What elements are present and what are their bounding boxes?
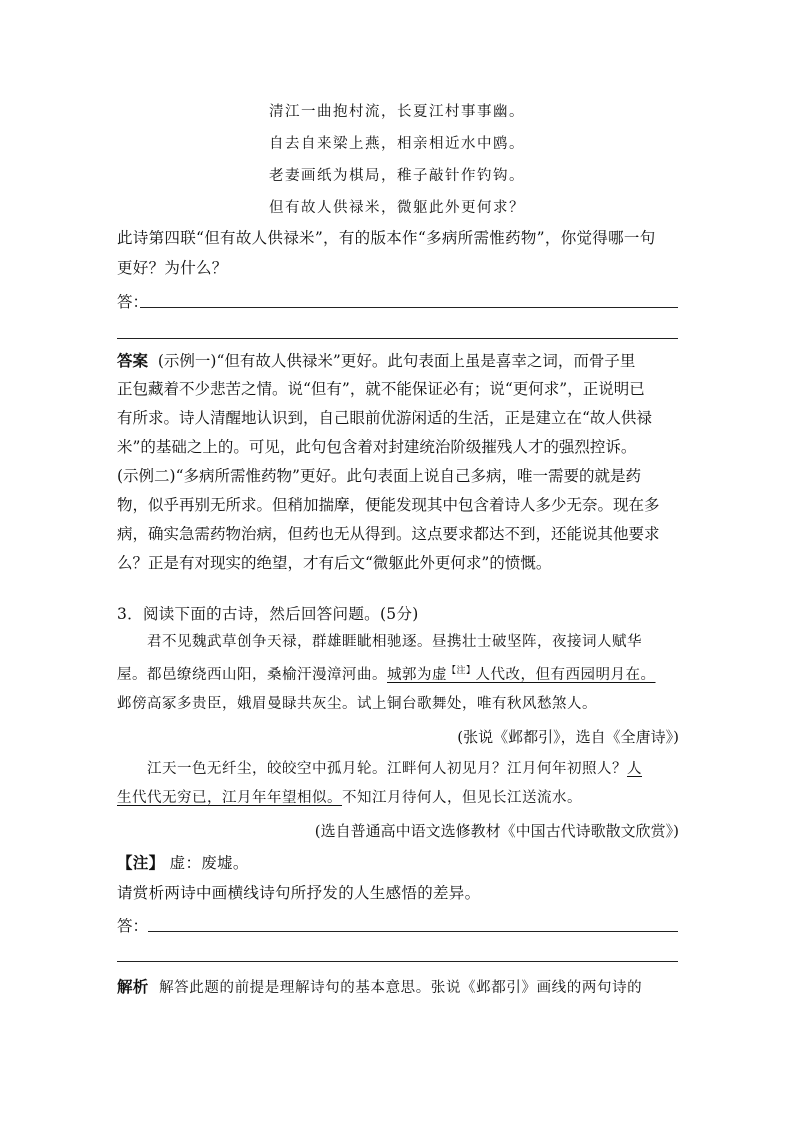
note-label: 【注】 — [117, 853, 165, 872]
poem-line: 江天一色无纤尘，皎皎空中孤月轮。江畔何人初见月？江月何年初照人？人 — [147, 761, 642, 777]
answer-line-text: 物，似乎再别无所求。但稍加揣摩，便能发现其中包含着诗人多少无奈。现在多 — [117, 496, 660, 514]
poem-source: (选自普通高中语文选修教材《中国古代诗歌散文欣赏》) — [314, 822, 679, 840]
poem-line: 但有故人供禄米，微躯此外更何求？ — [269, 200, 525, 216]
underlined-verse: 人 — [627, 761, 642, 777]
answer-prompt: 答： — [117, 917, 149, 935]
answer-line-text: (示例二)“多病所需惟药物”更好。此句表面上说自己多病，唯一需要的就是药 — [117, 467, 641, 485]
answer-line-text: 病，确实急需药物治病，但药也无从得到。这点要求都达不到，还能说其他要求 — [117, 525, 660, 543]
answer-line[interactable] — [140, 307, 678, 308]
question-title: 3．阅读下面的古诗，然后回答问题。(5分) — [117, 605, 419, 623]
note-mark: 【注】 — [447, 666, 476, 676]
answer-label: 答案 — [117, 351, 149, 370]
poem-block — [117, 628, 683, 719]
poem-line: 生代代无穷已，江月年年望相似。不知江月待何人，但见长江送流水。 — [117, 790, 582, 806]
answer-block — [117, 346, 679, 578]
poem-line: 清江一曲抱村流，长夏江村事事幽。 — [269, 104, 525, 120]
answer-line-text: 有所求。诗人清醒地认识到，自己眼前优游闲适的生活，正是建立在“故人供禄 — [117, 409, 652, 427]
answer-line-text: 答案 (示例一)“但有故人供禄米”更好。此句表面上虽是喜幸之词，而骨子里 — [117, 351, 636, 370]
poem-line: 老妻画纸为棋局，稚子敲针作钓钩。 — [269, 168, 525, 184]
poem-line: 邺傍高冢多贵臣，娥眉曼睩共灰尘。试上铜台歌舞处，唯有秋风愁煞人。 — [117, 695, 597, 712]
poem-source: (张说《邺都引》，选自《全唐诗》) — [457, 728, 679, 746]
question-text: 请赏析两诗中画横线诗句所抒发的人生感悟的差异。 — [117, 884, 481, 902]
question-text: 更好？为什么？ — [117, 259, 228, 277]
analysis: 解析 解答此题的前提是理解诗句的基本意思。张说《邺都引》画线的两句诗的 — [117, 977, 643, 996]
answer-prompt: 答： — [117, 293, 149, 311]
answer-line[interactable] — [117, 338, 678, 339]
answer-line[interactable] — [148, 931, 678, 932]
question-text: 此诗第四联“但有故人供禄米”，有的版本作“多病所需惟药物”，你觉得哪一句 — [117, 229, 656, 247]
answer-line-text: 米”的基础之上的。可见，此句包含着对封建统治阶级摧残人才的强烈控诉。 — [117, 438, 637, 456]
note: 【注】 虚：废墟。 — [117, 853, 249, 872]
poem-line: 自去自来梁上燕，相亲相近水中鸥。 — [269, 136, 525, 152]
underlined-verse: 城郭为虚$^{【注】}$人代改，但有西园明月在。 — [387, 666, 656, 683]
poem-line: 君不见魏武草创争天禄，群雄睚眦相驰逐。昼携壮士破坚阵，夜接词人赋华 — [147, 634, 642, 650]
underlined-verse: 生代代无穷已，江月年年望相似。 — [117, 790, 342, 806]
analysis-label: 解析 — [117, 977, 149, 996]
answer-line-text: 么？正是有对现实的绝望，才有后文“微躯此外更何求”的愤慨。 — [117, 554, 552, 572]
poem-block — [117, 755, 683, 813]
answer-line[interactable] — [117, 961, 678, 962]
answer-line-text: 正包藏着不少悲苦之情。说“但有”，就不能保证必有；说“更何求”，正说明已 — [117, 380, 645, 398]
poem-line: 屋。都邑缭绕西山阳，桑榆汗漫漳河曲。城郭为虚$^{【注】}$人代改，但有西园明月在。 — [117, 666, 656, 683]
